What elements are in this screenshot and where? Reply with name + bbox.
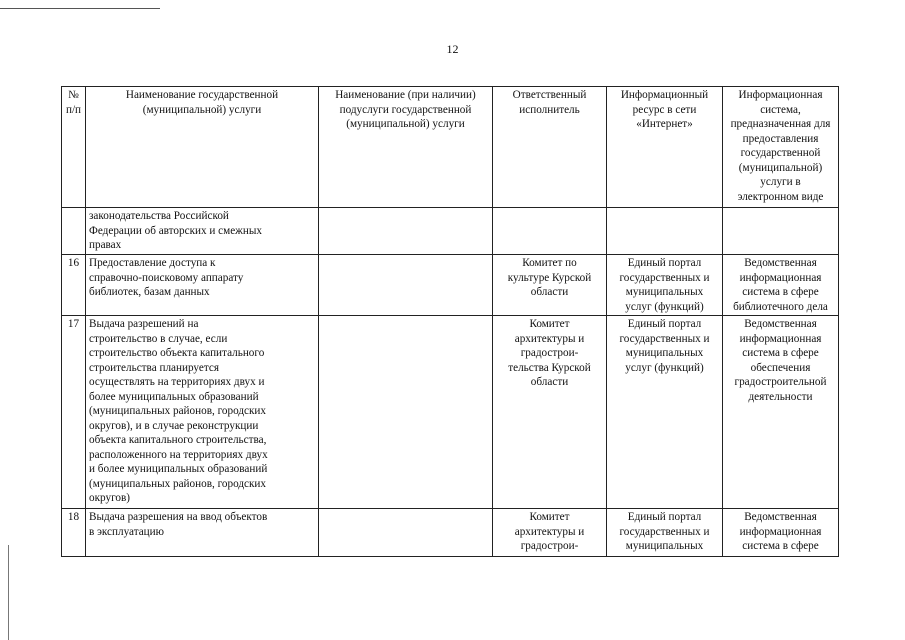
table-header-row — [62, 87, 839, 208]
row-internet-resource: Единый портал государственных и муниципальных — [607, 509, 723, 557]
row-information-system — [723, 208, 839, 255]
row-subservice-name — [319, 509, 493, 557]
row-subservice-name — [319, 255, 493, 316]
table-row — [62, 509, 839, 557]
row-subservice-name — [319, 208, 493, 255]
header-information-system: Информационная система, предназначенная для предоставления государственной (муниципальной) услуги в электронном виде — [723, 87, 839, 208]
header-number: № п/п — [62, 87, 86, 208]
row-executor: Комитет архитектуры и градострои- — [493, 509, 607, 557]
table-row — [62, 208, 839, 255]
row-information-system: Ведомственная информационная система в сфере библиотечного дела — [723, 255, 839, 316]
scan-artifact-top-line — [0, 8, 160, 9]
row-number: 18 — [62, 509, 86, 557]
page-number: 12 — [446, 42, 459, 56]
row-executor: Комитет архитектуры и градострои- тельства Курской области — [493, 316, 607, 509]
header-service-name: Наименование государственной (муниципальной) услуги — [86, 87, 319, 208]
row-number: 17 — [62, 316, 86, 509]
row-executor: Комитет по культуре Курской области — [493, 255, 607, 316]
row-internet-resource: Единый портал государственных и муниципальных услуг (функций) — [607, 255, 723, 316]
row-internet-resource — [607, 208, 723, 255]
row-executor — [493, 208, 607, 255]
row-subservice-name — [319, 316, 493, 509]
row-service-name: Выдача разрешений на строительство в случае, если строительство объекта капитального строительства планируется осуществлять на территориях двух и более муниципальных образований (муниципальных районов, городских округов), и в случае реконструкции объекта капитального строительства, расположенного на территориях двух и более муниципальных образований (муниципальных районов, городских округов) — [86, 316, 319, 509]
row-service-name: Предоставление доступа к справочно-поисковому аппарату библиотек, базам данных — [86, 255, 319, 316]
header-subservice-name: Наименование (при наличии) подуслуги государственной (муниципальной) услуги — [319, 87, 493, 208]
row-number — [62, 208, 86, 255]
row-service-name: законодательства Российской Федерации об авторских и смежных правах — [86, 208, 319, 255]
scan-artifact-left-line — [8, 545, 9, 640]
row-information-system: Ведомственная информационная система в сфере обеспечения градостроительной деятельности — [723, 316, 839, 509]
table-row — [62, 255, 839, 316]
row-number: 16 — [62, 255, 86, 316]
header-executor: Ответственный исполнитель — [493, 87, 607, 208]
row-internet-resource: Единый портал государственных и муниципальных услуг (функций) — [607, 316, 723, 509]
services-table — [61, 86, 839, 557]
row-service-name: Выдача разрешения на ввод объектов в эксплуатацию — [86, 509, 319, 557]
table-row — [62, 316, 839, 509]
row-information-system: Ведомственная информационная система в сфере — [723, 509, 839, 557]
header-internet-resource: Информационный ресурс в сети «Интернет» — [607, 87, 723, 208]
